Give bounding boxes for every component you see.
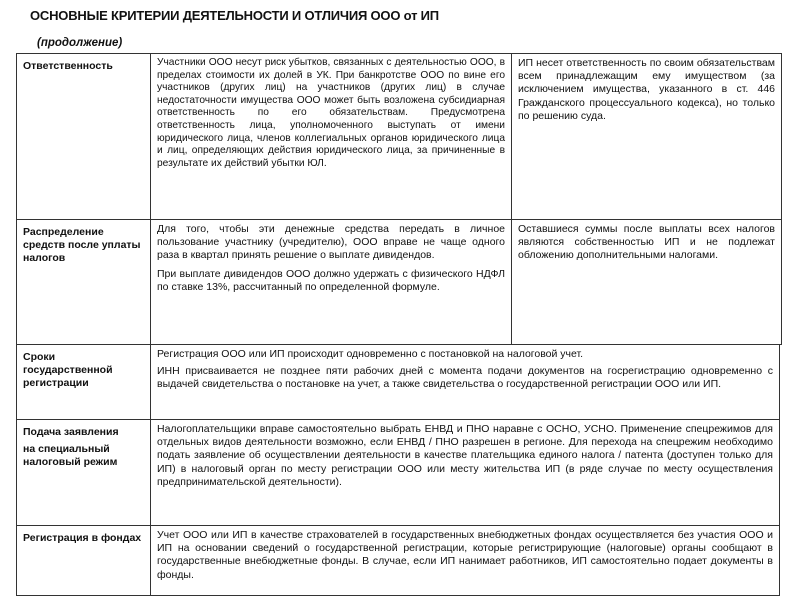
cell-ooo-responsibility <box>151 54 512 220</box>
cell-text: При выплате дивидендов ООО должно удержать с физического НДФЛ по ставке 13%, рассчитанный по определенной формуле. <box>157 267 505 293</box>
criteria-table-top <box>16 53 782 345</box>
cell-ooo-profit-distribution <box>151 220 512 345</box>
row-label-line1: Подача заявления <box>23 426 119 438</box>
cell-text: Участники ООО несут риск убытков, связанных с деятельностью ООО, в пределах стоимости их долей в УК. При банкротстве ООО по вине его участников (других лиц) на участников (других лиц) в случае недостаточности имущества ООО может быть возложена субсидиарная ответственность по его обязательствам. Предусмотрена ответственность лица, уполномоченного выступать от имени юридического лица, членов коллегиальных органов юридического лица и лиц, определяющих действия юридического лица, за причиненные в результате их действий убытки ЮЛ. <box>157 57 505 169</box>
cell-text: Налогоплательщики вправе самостоятельно выбрать ЕНВД и ПНО наравне с ОСНО, УСНО. Применение спецрежимов для отдельных видов деятельности возможно, если ЕНВД / ПНО разрешен в регионе. Для перехода на спецрежим необходимо подать заявление об осуществлении деятельности в качестве плательщика единого налога / патента (доступен только для ИП) в налоговый орган по месту регистрации ООО или месту жительства ИП (в ряде случае по месту осуществления предпринимательской деятельности). <box>157 423 773 488</box>
cell-text: Регистрация ООО или ИП происходит одновременно с постановкой на налоговой учет. <box>157 348 584 360</box>
row-label-responsibility: Ответственность <box>17 54 151 220</box>
row-label-line2: на специальный налоговый режим <box>23 443 118 469</box>
cell-text: ИП несет ответственность по своим обязательствам всем принадлежащим ему имуществом (за исключением имущества, указанного в ст. 446 Гражданского процессуального кодекса), но только по решению суда. <box>518 57 775 122</box>
cell-text: Оставшиеся суммы после выплаты всех налогов являются собственностью ИП и не подлежат обложению дополнительными налогами. <box>518 223 775 262</box>
cell-text: Учет ООО или ИП в качестве страхователей в государственных внебюджетных фондах осуществляется без участия ООО и ИП на основании сведений о государственной регистрации, которые регистрирующие (налоговые) органы сообщают в государственные внебюджетные фонды. В случае, если ИП нанимает работников, ИП самостоятельно подает документы в фонды. <box>157 529 773 581</box>
table-row-special-regime <box>17 420 780 526</box>
row-label-profit-distribution: Распределение средств после уплаты налогов <box>17 220 151 345</box>
cell-special-regime <box>151 420 780 526</box>
table-row-responsibility <box>17 54 782 220</box>
cell-registration-terms <box>151 345 780 420</box>
table-row-registration-terms <box>17 345 780 420</box>
criteria-table-bottom <box>16 344 780 596</box>
cell-text: ИНН присваивается не позднее пяти рабочих дней с момента подачи документов на госрегистрацию одновременно с выдачей свидетельства о постановке на учет, а также свидетельства о государственной регистрации ООО или ИП. <box>157 365 773 391</box>
table-row-funds-registration <box>17 526 780 596</box>
page-subtitle: (продолжение) <box>37 37 123 49</box>
table-row-profit-distribution <box>17 220 782 345</box>
cell-ip-responsibility <box>512 54 782 220</box>
page-title: ОСНОВНЫЕ КРИТЕРИИ ДЕЯТЕЛЬНОСТИ И ОТЛИЧИЯ ООО от ИП <box>30 8 439 23</box>
cell-funds-registration <box>151 526 780 596</box>
cell-text: Для того, чтобы эти денежные средства передать в личное пользование участнику (учредителю), ООО вправе не чаще одного раза в квартал принять решение о выплате дивидендов. <box>157 223 505 262</box>
row-label-funds-registration: Регистрация в фондах <box>17 526 151 596</box>
row-label-special-regime <box>17 420 151 526</box>
row-label-registration-terms: Сроки государственной регистрации <box>17 345 151 420</box>
cell-ip-profit-distribution <box>512 220 782 345</box>
